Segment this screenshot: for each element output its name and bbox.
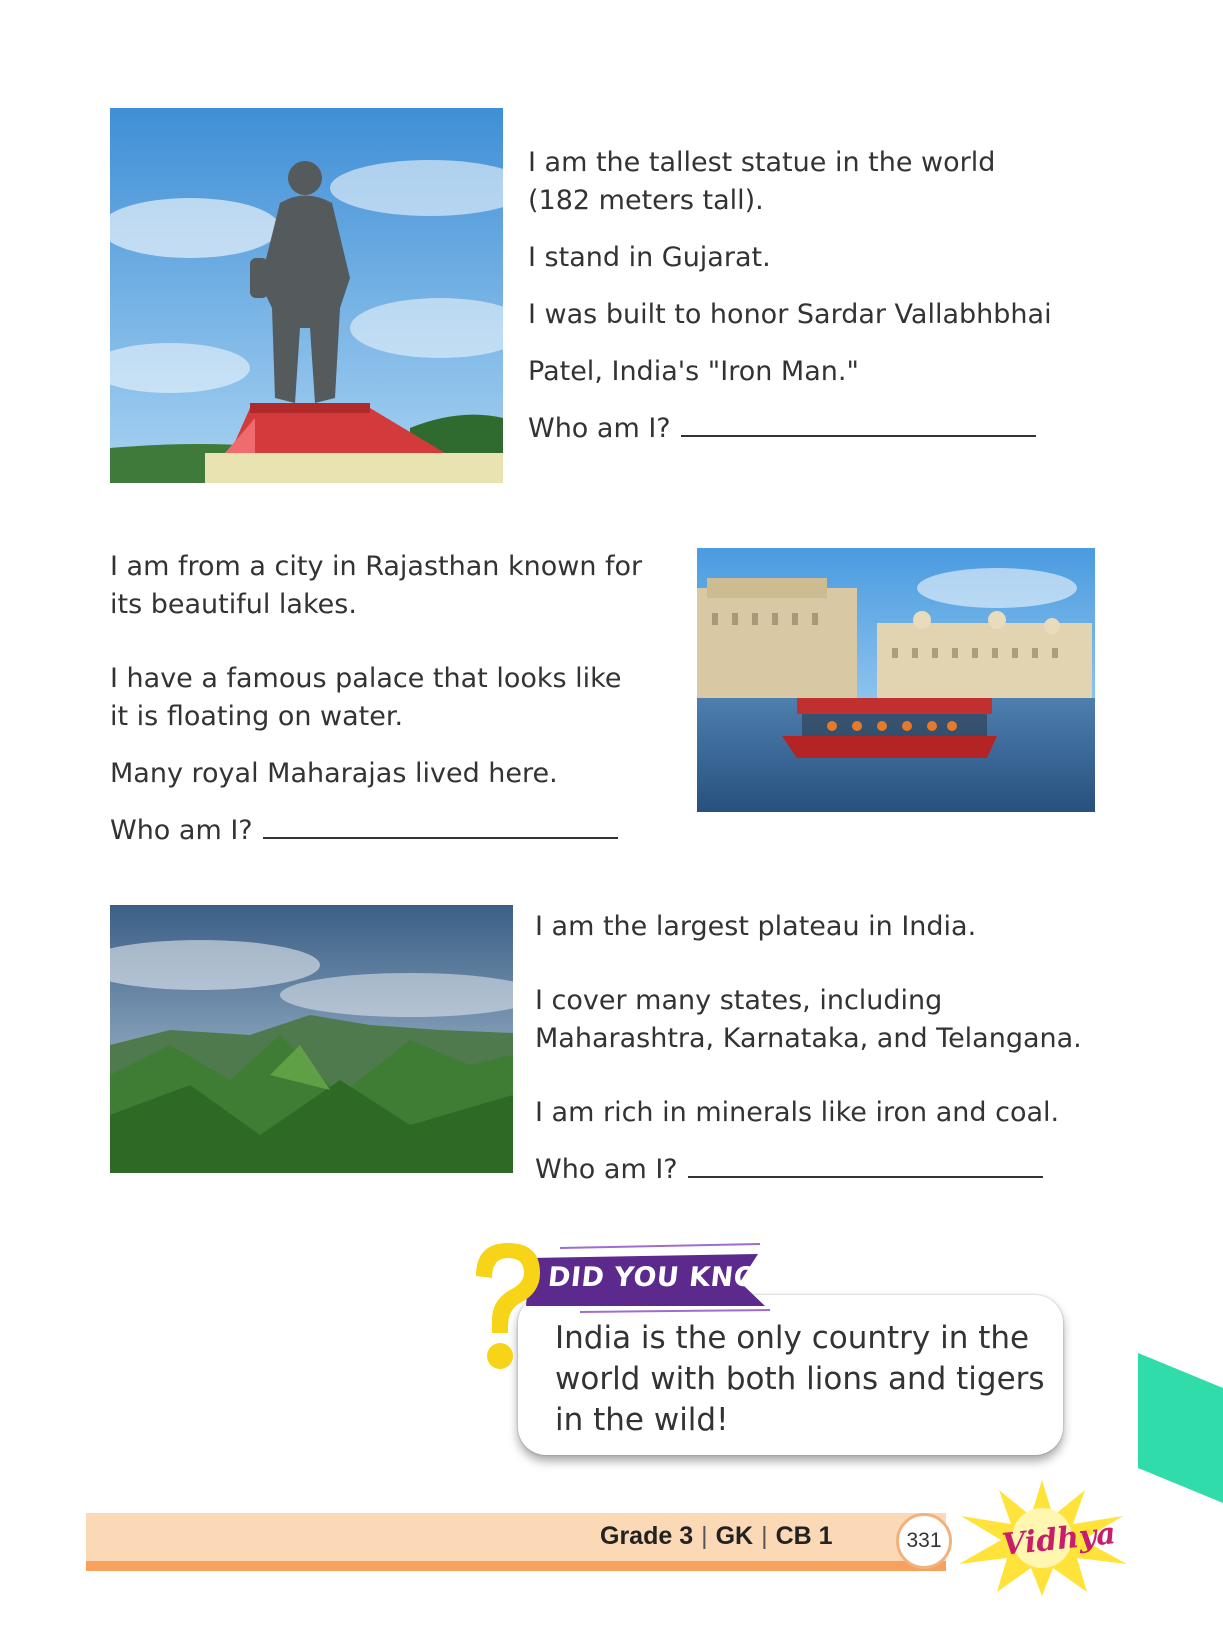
clue-3-line-1: I am the largest plateau in India. (535, 911, 977, 942)
clue-3-line-3: Maharashtra, Karnataka, and Telangana. (535, 1023, 1082, 1054)
clue-1-line-2: (182 meters tall). (528, 185, 764, 216)
answer-blank-2[interactable] (263, 837, 618, 839)
clue-1-question-row (528, 410, 1052, 448)
footer-subject: GK (715, 1522, 754, 1550)
clue-2-line-2: its beautiful lakes. (110, 589, 357, 620)
plateau-photo (110, 905, 513, 1173)
footer-separator-2: | (761, 1522, 768, 1550)
footer-book: CB 1 (775, 1522, 833, 1550)
footer-grade: Grade 3 (600, 1522, 694, 1550)
answer-blank-3[interactable] (688, 1176, 1043, 1178)
green-side-tab (1138, 1353, 1223, 1503)
question-mark-icon (468, 1238, 543, 1373)
clue-1-line-4: I was built to honor Sardar Vallabhbhai (528, 299, 1052, 330)
lake-palace-photo (697, 548, 1095, 812)
did-you-know-text: India is the only country in the world with both lions and tigers in the wild! (555, 1320, 1045, 1438)
page-number: 331 (896, 1513, 952, 1569)
clue-3 (535, 908, 1082, 1189)
clue-2 (110, 548, 642, 850)
clue-1-line-5: Patel, India's "Iron Man." (528, 356, 859, 387)
statue-photo (110, 108, 503, 483)
clue-2-line-3: I have a famous palace that looks like (110, 663, 622, 694)
clue-2-line-1: I am from a city in Rajasthan known for (110, 551, 643, 582)
clue-1-line-3: I stand in Gujarat. (528, 242, 771, 273)
clue-3-question-row (535, 1151, 1082, 1189)
answer-blank-1[interactable] (681, 435, 1036, 437)
clue-2-line-5: Many royal Maharajas lived here. (110, 758, 558, 789)
clue-2-question-row (110, 812, 642, 850)
clue-2-line-4: it is floating on water. (110, 701, 404, 732)
did-you-know-title: DID YOU KNOW? (546, 1262, 806, 1293)
clue-2-question: Who am I? (110, 815, 253, 846)
logo-text: Vidhya (1000, 1516, 1118, 1563)
clue-1 (528, 144, 1052, 448)
clue-3-question: Who am I? (535, 1154, 678, 1185)
clue-3-line-4: I am rich in minerals like iron and coal. (535, 1097, 1060, 1128)
clue-1-line-1: I am the tallest statue in the world (528, 147, 996, 178)
clue-3-line-2: I cover many states, including (535, 985, 943, 1016)
footer-separator-1: | (701, 1522, 708, 1550)
clue-1-question: Who am I? (528, 413, 671, 444)
footer-label (600, 1522, 833, 1551)
